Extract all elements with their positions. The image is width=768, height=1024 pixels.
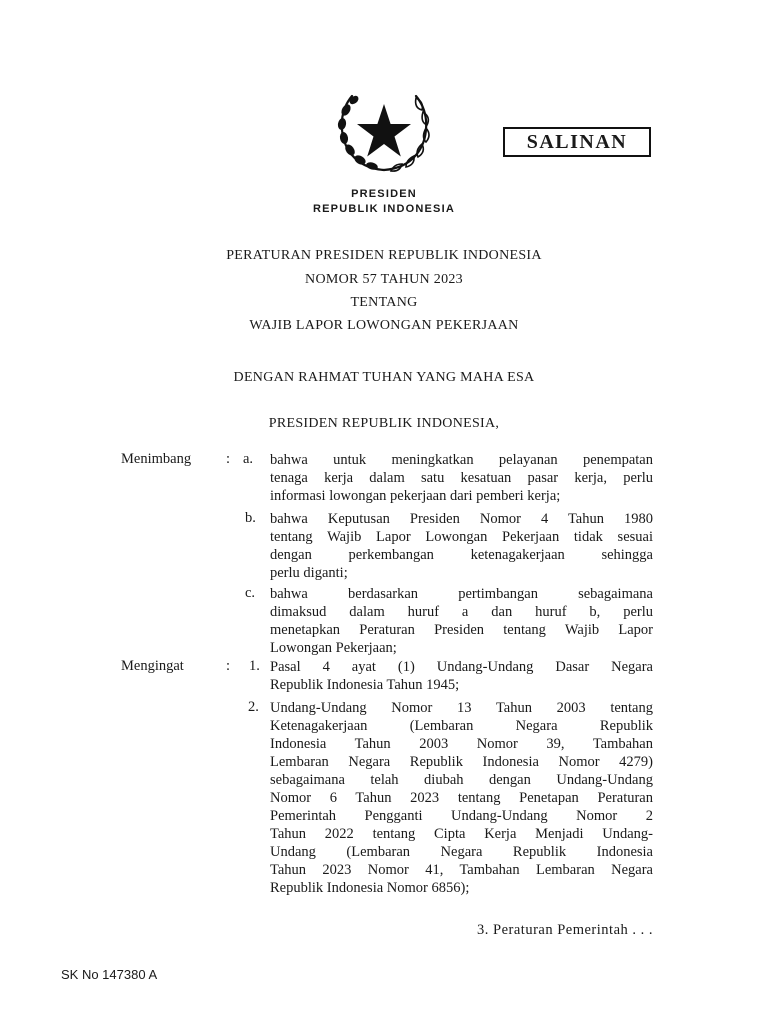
regulation-title: PERATURAN PRESIDEN REPUBLIK INDONESIA (226, 248, 542, 263)
mengingat-marker-2: 2. (248, 699, 259, 715)
paragraph-line: Lowongan Pekerjaan; (270, 640, 397, 656)
paragraph-line: Pemerintah Pengganti Undang-Undang Nomor 2 (270, 808, 653, 824)
paragraph-line: Undang (Lembaran Negara Republik Indonesia (270, 844, 653, 860)
invocation: DENGAN RAHMAT TUHAN YANG MAHA ESA (233, 370, 535, 385)
authority: PRESIDEN REPUBLIK INDONESIA, (268, 416, 500, 431)
mengingat-marker-1: 1. (249, 658, 260, 674)
paragraph-line: Undang-Undang Nomor 13 Tahun 2003 tentang (270, 700, 653, 716)
garuda-star-emblem-icon (332, 88, 436, 180)
sk-number: SK No 147380 A (61, 967, 158, 982)
regulation-about: TENTANG (350, 295, 418, 310)
menimbang-item-a (270, 451, 653, 505)
paragraph-line: Pasal 4 ayat (1) Undang-Undang Dasar Negara (270, 659, 653, 675)
paragraph-line: tentang Wajib Lapor Lowongan Pekerjaan tidak sesuai (270, 529, 653, 545)
menimbang-item-c (270, 585, 653, 657)
mengingat-item-2 (270, 699, 653, 897)
menimbang-label: Menimbang (121, 451, 192, 467)
menimbang-marker-c: c. (245, 585, 256, 601)
paragraph-line: bahwa berdasarkan pertimbangan sebagaimana (270, 586, 653, 602)
menimbang-marker-b: b. (245, 510, 256, 526)
paragraph-line: Indonesia Tahun 2003 Nomor 39, Tambahan (270, 736, 653, 752)
menimbang-item-b (270, 510, 653, 582)
paragraph-line: Republik Indonesia Nomor 6856); (270, 880, 470, 896)
page-continuation: 3. Peraturan Pemerintah . . . (477, 922, 653, 938)
paragraph-line: Tahun 2023 Nomor 41, Tambahan Lembaran Negara (270, 862, 653, 878)
menimbang-marker-a: a. (243, 451, 254, 467)
regulation-subject: WAJIB LAPOR LOWONGAN PEKERJAAN (249, 318, 519, 333)
mengingat-colon: : (226, 658, 231, 674)
paragraph-line: bahwa Keputusan Presiden Nomor 4 Tahun 1980 (270, 511, 653, 527)
issuer-line-1: PRESIDEN (351, 188, 417, 200)
issuer-line-2: REPUBLIK INDONESIA (313, 203, 455, 215)
salinan-stamp (503, 127, 651, 157)
stamp-text: SALINAN (526, 130, 628, 153)
paragraph-line: menetapkan Peraturan Presiden tentang Wajib Lapor (270, 622, 653, 638)
paragraph-line: bahwa untuk meningkatkan pelayanan penempatan (270, 452, 653, 468)
paragraph-line: sebagaimana telah diubah dengan Undang-Undang (270, 772, 653, 788)
paragraph-line: dimaksud dalam huruf a dan huruf b, perlu (270, 604, 653, 620)
regulation-number: NOMOR 57 TAHUN 2023 (305, 272, 463, 287)
mengingat-label: Mengingat (121, 658, 184, 674)
mengingat-item-1 (270, 658, 653, 694)
paragraph-line: Tahun 2022 tentang Cipta Kerja Menjadi Undang- (270, 826, 653, 842)
paragraph-line: Nomor 6 Tahun 2023 tentang Penetapan Peraturan (270, 790, 653, 806)
paragraph-line: Ketenagakerjaan (Lembaran Negara Republik (270, 718, 653, 734)
menimbang-colon: : (226, 451, 231, 467)
paragraph-line: Republik Indonesia Tahun 1945; (270, 677, 460, 693)
paragraph-line: tenaga kerja dalam satu kesatuan pasar kerja, perlu (270, 470, 653, 486)
paragraph-line: perlu diganti; (270, 565, 348, 581)
paragraph-line: Lembaran Negara Republik Indonesia Nomor 4279) (270, 754, 653, 770)
paragraph-line: informasi lowongan pekerjaan dari pemberi kerja; (270, 488, 561, 504)
paragraph-line: dengan perkembangan ketenagakerjaan sehingga (270, 547, 653, 563)
